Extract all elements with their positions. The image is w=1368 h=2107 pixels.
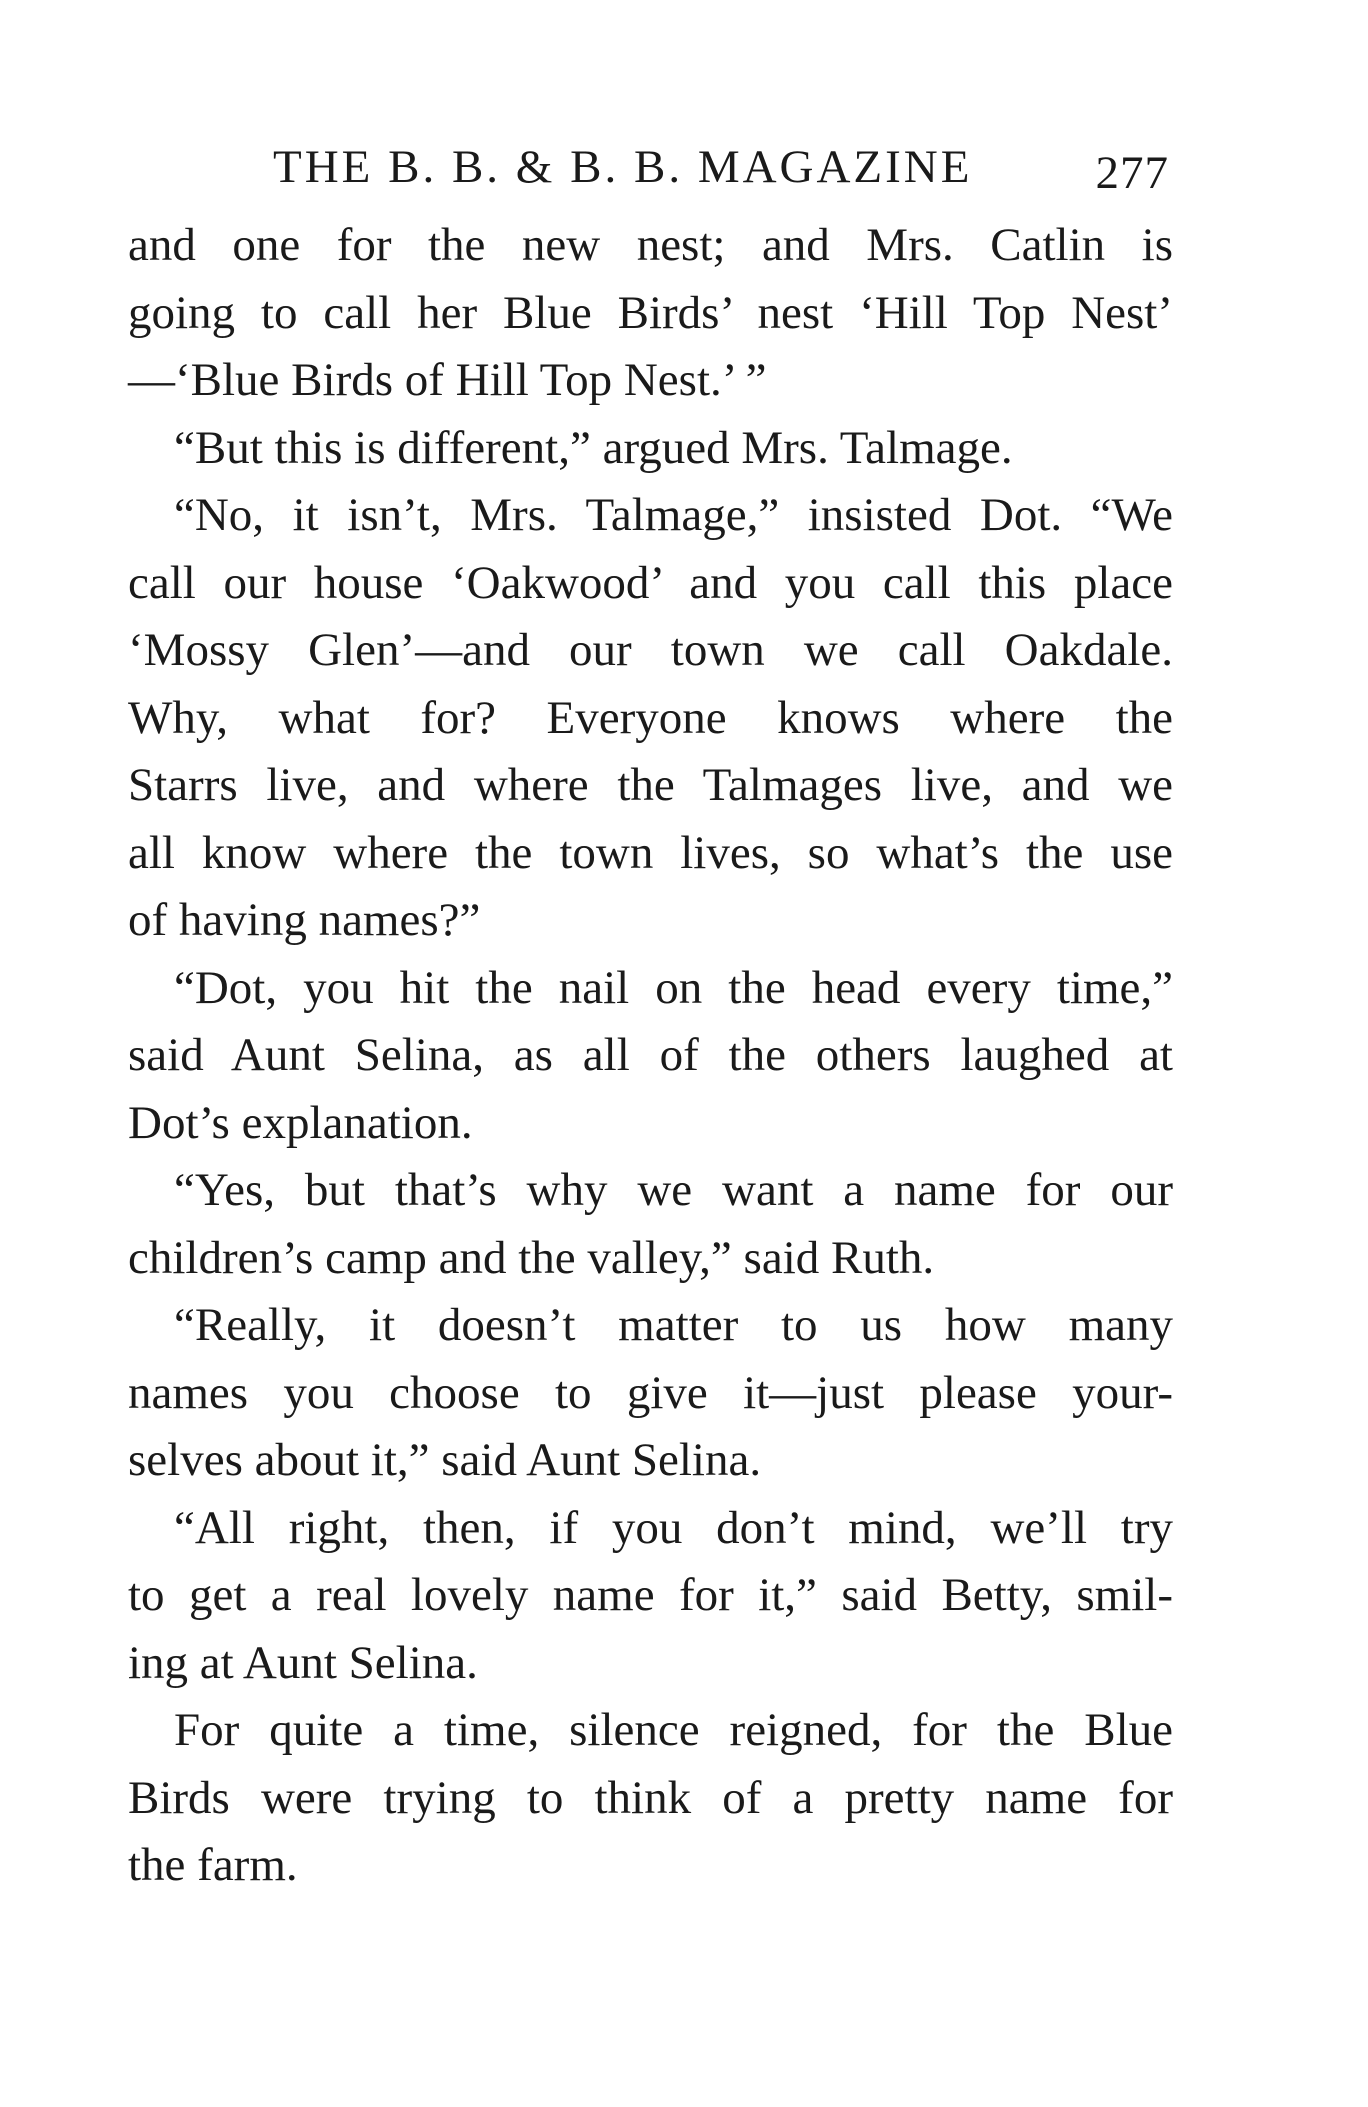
text-line: Birds were trying to think of a pretty name for [128, 1771, 1173, 1824]
text-line: ing at Aunt Selina. [128, 1636, 478, 1689]
text-line: “Dot, you hit the nail on the head every time,” [174, 961, 1173, 1014]
body-text [128, 212, 1173, 1900]
text-line: children’s camp and the valley,” said Ruth. [128, 1231, 935, 1284]
text-line: selves about it,” said Aunt Selina. [128, 1434, 762, 1486]
text-line: going to call her Blue Birds’ nest ‘Hill Top Nest’ [128, 286, 1173, 339]
book-page [128, 140, 1173, 1900]
text-line: “Yes, but that’s why we want a name for our [174, 1164, 1173, 1216]
text-line: Dot’s explanation. [128, 1096, 473, 1149]
text-line: “But this is different,” argued Mrs. Talmage. [174, 421, 1013, 474]
page-number: 277 [1095, 147, 1169, 199]
text-line: of having names?” [128, 894, 481, 946]
text-line: For quite a time, silence reigned, for the Blue [174, 1704, 1173, 1756]
text-line: —‘Blue Birds of Hill Top Nest.’ ” [128, 354, 767, 406]
text-line: and one for the new nest; and Mrs. Catlin is [128, 219, 1173, 271]
text-line: Why, what for? Everyone knows where the [128, 691, 1173, 744]
text-line: the farm. [128, 1839, 298, 1891]
text-line: said Aunt Selina, as all of the others laughed at [128, 1029, 1173, 1081]
text-line: to get a real lovely name for it,” said Betty, smil- [128, 1569, 1173, 1621]
text-line: “No, it isn’t, Mrs. Talmage,” insisted Dot. “We [174, 489, 1173, 541]
text-line: all know where the town lives, so what’s the use [128, 826, 1173, 879]
text-line: names you choose to give it—just please your- [128, 1366, 1173, 1419]
running-head-title: THE B. B. & B. B. MAGAZINE [273, 141, 973, 193]
text-line: “Really, it doesn’t matter to us how many [174, 1299, 1173, 1351]
text-line: ‘Mossy Glen’—and our town we call Oakdale. [128, 624, 1173, 676]
text-line: call our house ‘Oakwood’ and you call this place [128, 556, 1173, 609]
text-line: “All right, then, if you don’t mind, we’ll try [174, 1501, 1173, 1554]
text-line: Starrs live, and where the Talmages live, and we [128, 759, 1173, 811]
running-head [128, 140, 1173, 202]
